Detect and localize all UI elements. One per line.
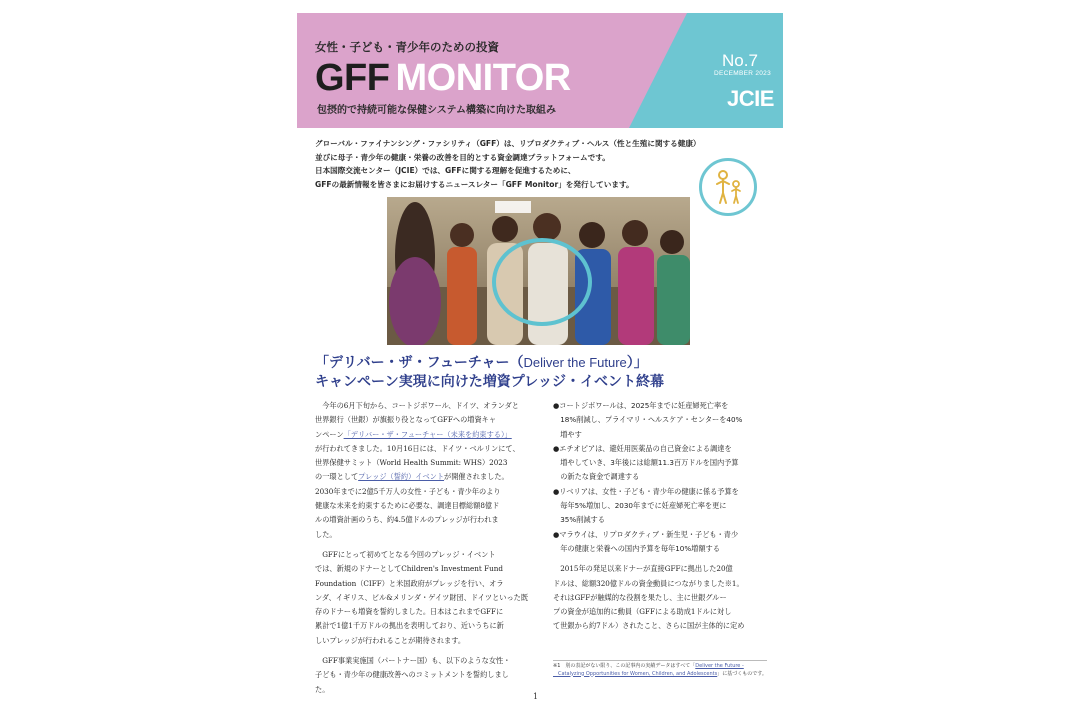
pledge-event-link[interactable]: プレッジ（誓約）イベント <box>358 472 445 482</box>
text-line: GFFにとって初めてとなる今回のプレッジ・イベント <box>315 549 496 559</box>
text-line: 世界保健サミット（World Health Summit: WHS）2023 <box>315 458 508 468</box>
text-line: それはGFFが触媒的な役割を果たし、主に世銀グルー <box>553 592 727 602</box>
headline-part: 「デリバー・ザ・フューチャー（ <box>315 355 524 371</box>
footnote-divider <box>553 660 767 661</box>
text-line: 2030年までに2億5千万人の女性・子ども・青少年のより <box>315 486 501 496</box>
footnote <box>553 663 768 678</box>
article-left-column <box>315 399 540 697</box>
footnote-link-cont[interactable]: Catalyzing Opportunities for Women, Children, and Adolescents <box>553 670 718 677</box>
footnote-link[interactable]: Deliver the Future - <box>695 663 744 669</box>
text-line: が開催されました。 <box>444 472 509 482</box>
title-monitor: MONITOR <box>395 57 571 99</box>
text-line: た。 <box>315 684 330 694</box>
text-line: が行われてきました。10月16日には、ドイツ・ベルリンにて、 <box>315 443 520 453</box>
text-line: ンダ、イギリス、ビル&メリンダ・ゲイツ財団、ドイツといった既 <box>315 592 529 602</box>
text-line: プの資金が追加的に動員（GFFによる助成1ドルに対し <box>553 607 732 617</box>
text-line: 2015年の発足以来ドナーが直接GFFに拠出した20億 <box>553 564 733 574</box>
text-line: では、新規のドナーとしてChildren's Investment Fund <box>315 564 503 574</box>
headline-line-2: キャンペーン実現に向けた増資プレッジ・イベント終幕 <box>315 374 665 390</box>
page-number: 1 <box>533 692 539 701</box>
intro-line: グローバル・ファイナンシング・ファシリティ（GFF）は、リプロダクティブ・ヘルス（性と生殖に関する健康） <box>315 139 701 148</box>
article-headline <box>315 353 664 392</box>
intro-text <box>315 137 701 191</box>
text-line: ルの増資計画のうち、約4.5億ドルのプレッジが行われま <box>315 515 499 525</box>
issue-number: No.7 <box>722 51 758 70</box>
text-line: ンペーン <box>315 429 344 439</box>
title-gff: GFF <box>315 57 390 99</box>
intro-line: GFFの最新情報を皆さまにお届けするニュースレター「GFF Monitor」を発行しています。 <box>315 179 634 189</box>
intro-line: 並びに母子・青少年の健康・栄養の改善を目的とする資金調達プラットフォームです。 <box>315 152 610 162</box>
footnote-text: 別の表記がない限り、この記事内の実績データはすべて「 <box>560 663 696 669</box>
intro-line: 日本国際交流センター（JCIE）では、GFFに関する理解を促進するために、 <box>315 166 576 175</box>
text-line: GFF事業実施国（パートナー国）も、以下のような女性・ <box>315 656 511 666</box>
text-line: ドルは、総額320億ドルの資金動員につながりました※1。 <box>553 578 744 588</box>
text-line: 世界銀行（世銀）が旗振り役となってGFFへの増資キャ <box>315 415 497 425</box>
bullet-line: 18%削減し、プライマリ・ヘルスケア・センターを40% <box>553 415 743 425</box>
bullet-line: ●マラウイは、リプロダクティブ・新生児・子ども・青少 <box>553 529 739 539</box>
masthead-title <box>315 58 571 98</box>
headline-part: ）」 <box>626 355 648 371</box>
text-line: て世銀から約7ドル）されたこと、さらに国が主体的に定め <box>553 621 745 631</box>
headline-english: Deliver the Future <box>523 355 627 370</box>
footnote-mark: ※1 <box>553 663 561 669</box>
masthead <box>297 13 783 128</box>
masthead-tagline: 包摂的で持続可能な保健システム構築に向けた取組み <box>317 105 556 116</box>
text-line: 累計で1億1千万ドルの拠出を表明しており、近いうちに新 <box>315 621 504 631</box>
masthead-subtitle: 女性・子ども・青少年のための投資 <box>315 40 499 54</box>
deliver-the-future-link[interactable]: 「デリバー・ザ・フューチャー（未来を約束する）」 <box>343 429 512 439</box>
bullet-line: 年の健康と栄養への国内予算を毎年10%増額する <box>553 543 720 553</box>
jcie-logo: JCIE <box>727 86 774 111</box>
text-line: 子ども・青少年の健康改善へのコミットメントを誓約しまし <box>315 670 509 680</box>
bullet-line: ●リベリアは、女性・子ども・青少年の健康に係る予算を <box>553 486 739 496</box>
bullet-line: 毎年5%増加し、2030年までに妊産婦死亡率を更に <box>553 501 727 511</box>
text-line: の一環として <box>315 472 359 482</box>
campaign-photo <box>387 197 690 345</box>
bullet-line: ●コートジボワールは、2025年までに妊産婦死亡率を <box>553 401 729 410</box>
text-line: 健康な未来を約束するために必要な、調達目標総額8億ド <box>315 501 500 511</box>
bullet-line: 増やす <box>553 429 582 439</box>
article-right-column <box>553 399 768 634</box>
bullet-line: 35%削減する <box>553 515 605 525</box>
bullet-line: の新たな資金で調達する <box>553 472 640 482</box>
text-line: しいプレッジが行われることが期待されます。 <box>315 635 466 645</box>
text-line: Foundation（CIFF）と米国政府がプレッジを行い、オラ <box>315 578 504 588</box>
newsletter-page <box>297 13 783 720</box>
text-line: 存のドナーも増資を誓約しました。日本はこれまでGFFに <box>315 607 504 617</box>
bullet-line: ●エチオピアは、避妊用医薬品の自己資金による調達を <box>553 443 732 453</box>
text-line: した。 <box>315 529 337 539</box>
bullet-line: 増やしていき、3年後には総額11.3百万ドルを国内予算 <box>553 458 739 468</box>
issue-date: DECEMBER 2023 <box>714 70 772 77</box>
text-line: 今年の6月下旬から、コートジボワール、ドイツ、オランダと <box>315 401 519 410</box>
footnote-text: 」に基づくものです。 <box>717 670 767 677</box>
mother-child-icon <box>699 158 757 216</box>
